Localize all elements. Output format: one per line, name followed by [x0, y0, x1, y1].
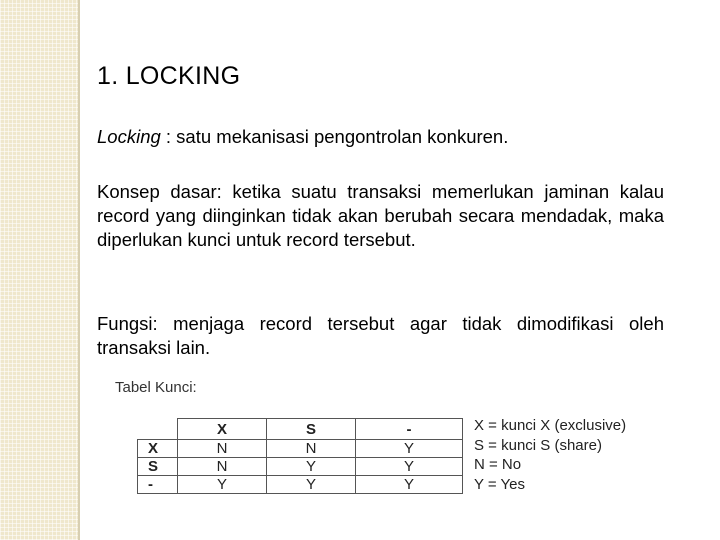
table-cell: N: [178, 458, 267, 476]
table-row: [138, 440, 463, 458]
row-header: S: [138, 458, 178, 476]
definition-text: : satu mekanisasi pengontrolan konkuren.: [160, 126, 509, 147]
table-caption: Tabel Kunci:: [115, 379, 197, 396]
table-legend: [474, 416, 626, 494]
definition-paragraph: [97, 125, 664, 149]
table-cell: N: [267, 440, 356, 458]
legend-item: S = kunci S (share): [474, 436, 602, 454]
table-cell: Y: [356, 458, 463, 476]
row-header: X: [138, 440, 178, 458]
table-cell: N: [178, 440, 267, 458]
table-corner-cell: [138, 419, 178, 440]
side-band-divider: [78, 0, 80, 540]
table-cell: Y: [267, 458, 356, 476]
table-cell: Y: [178, 476, 267, 494]
table-row: [138, 476, 463, 494]
legend-item: X = kunci X (exclusive): [474, 417, 627, 434]
column-header: X: [178, 419, 267, 440]
table-cell: Y: [356, 476, 463, 494]
definition-term: Locking: [97, 126, 161, 147]
row-header: -: [138, 476, 178, 494]
column-header: -: [356, 419, 463, 440]
decorative-side-band: [0, 0, 78, 540]
legend-item: N = No: [474, 456, 522, 473]
table-cell: Y: [356, 440, 463, 458]
function-paragraph: Fungsi: menjaga record tersebut agar tidak dimodifikasi oleh transaksi lain.: [97, 313, 664, 358]
table-cell: Y: [267, 476, 356, 494]
concept-paragraph: Konsep dasar: ketika suatu transaksi memerlukan jaminan kalau record yang diinginkan tidak akan berubah secara mendadak, maka diperlukan kunci untuk record tersebut.: [97, 181, 664, 250]
slide-heading: 1. LOCKING: [97, 62, 241, 90]
table-header-row: [138, 419, 463, 440]
lock-compatibility-table: [137, 418, 463, 494]
legend-item: Y = Yes: [474, 475, 526, 493]
column-header: S: [267, 419, 356, 440]
table-row: [138, 458, 463, 476]
